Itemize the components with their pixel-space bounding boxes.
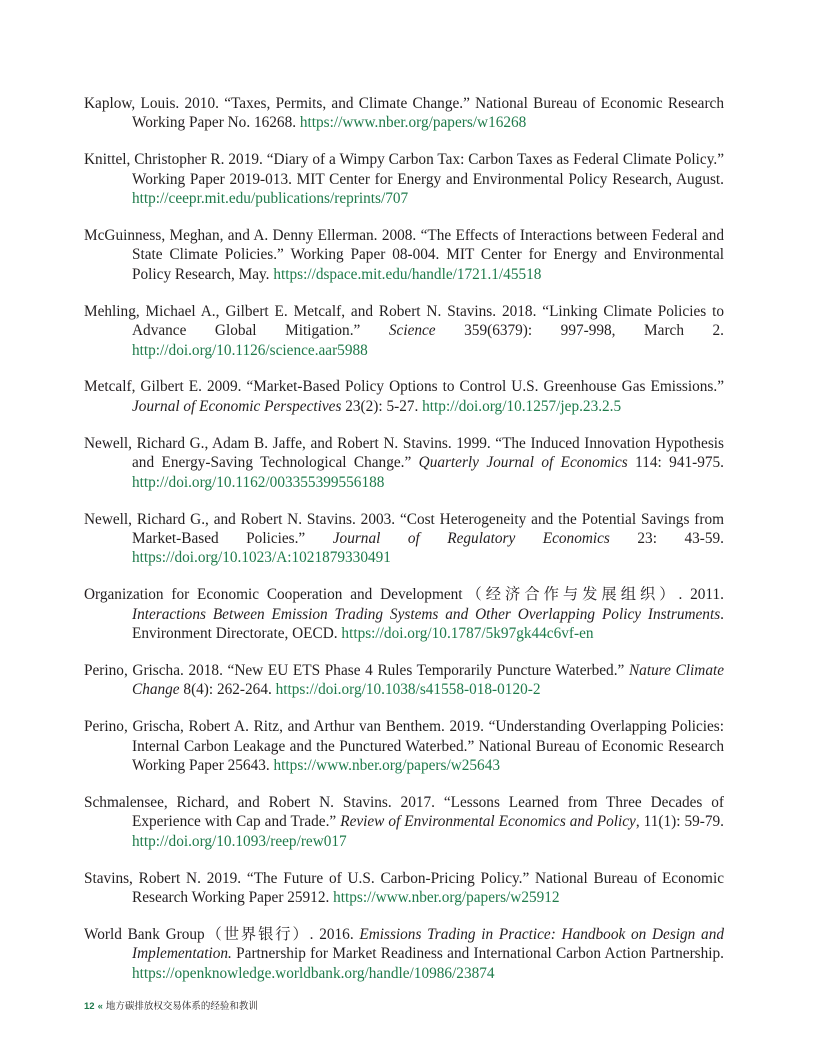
reference-italic-title: Journal of Economic Perspectives	[132, 397, 342, 415]
reference-entry	[84, 226, 724, 284]
reference-text: World Bank Group（世界银行）. 2016.	[84, 926, 360, 943]
reference-link[interactable]: http://doi.org/10.1257/jep.23.2.5	[422, 397, 622, 415]
reference-text-tail: 23: 43-59.	[609, 529, 724, 547]
reference-entry	[84, 925, 724, 983]
reference-link[interactable]: https://www.nber.org/papers/w25643	[273, 757, 500, 775]
reference-italic-title: Review of Environmental Economics and Policy	[340, 813, 636, 831]
reference-text: Newell, Richard G., and Robert N. Stavins. 2003. “Cost Heterogeneity and the Potential Savings from Market-Based Policies.”	[84, 510, 724, 547]
reference-text-tail: 23(2): 5-27.	[341, 397, 423, 415]
reference-text-tail: . Environment Directorate, OECD.	[132, 605, 724, 643]
reference-entry	[84, 793, 724, 851]
reference-text: McGuinness, Meghan, and A. Denny Ellerman. 2008. “The Effects of Interactions between Federal and State Climate Policies.” Working Paper 08-004. MIT Center for Energy and Environmental Policy Research, May.	[84, 227, 724, 283]
reference-entry	[84, 585, 724, 643]
reference-link[interactable]: https://doi.org/10.1038/s41558-018-0120-2	[275, 681, 541, 699]
reference-text: Organization for Economic Cooperation and Development（经济合作与发展组织）. 2011.	[84, 586, 724, 604]
reference-text: Kaplow, Louis. 2010. “Taxes, Permits, and Climate Change.” National Bureau of Economic Research Working Paper No. 16268.	[84, 95, 724, 132]
reference-text: Perino, Grischa. 2018. “New EU ETS Phase 4 Rules Temporarily Puncture Waterbed.”	[84, 661, 629, 679]
reference-text-tail: 8(4): 262-264.	[179, 681, 276, 699]
reference-italic-title: Quarterly Journal of Economics	[418, 454, 628, 472]
reference-text: Knittel, Christopher R. 2019. “Diary of a Wimpy Carbon Tax: Carbon Taxes as Federal Climate Policy.” Working Paper 2019-013. MIT Center for Energy and Environmental Policy Research, August.	[84, 151, 724, 188]
running-title: 地方碳排放权交易体系的经验和教训	[105, 1001, 258, 1012]
reference-link[interactable]: https://doi.org/10.1023/A:1021879330491	[132, 549, 391, 567]
reference-text: Metcalf, Gilbert E. 2009. “Market-Based Policy Options to Control U.S. Greenhouse Gas Emissions.”	[84, 378, 724, 396]
reference-link[interactable]: https://openknowledge.worldbank.org/handle/10986/23874	[132, 964, 495, 982]
reference-text-tail: , 11(1): 59-79.	[635, 813, 724, 831]
reference-link[interactable]: https://doi.org/10.1787/5k97gk44c6vf-en	[341, 625, 594, 643]
reference-entry	[84, 377, 724, 416]
reference-entry	[84, 150, 724, 208]
reference-text: Schmalensee, Richard, and Robert N. Stavins. 2017. “Lessons Learned from Three Decades of Experience with Cap and Trade.”	[84, 793, 724, 831]
reference-link[interactable]: http://doi.org/10.1126/science.aar5988	[132, 341, 368, 359]
reference-link[interactable]: http://ceepr.mit.edu/publications/reprints/707	[132, 190, 409, 208]
reference-text: Newell, Richard G., Adam B. Jaffe, and Robert N. Stavins. 1999. “The Induced Innovation Hypothesis and Energy-Saving Technological Change.”	[84, 434, 724, 472]
reference-italic-title: Journal of Regulatory Economics	[332, 529, 610, 547]
reference-text-tail: 359(6379): 997-998, March 2.	[435, 322, 725, 340]
reference-text: Mehling, Michael A., Gilbert E. Metcalf, and Robert N. Stavins. 2018. “Linking Climate Policies to Advance Global Mitigation.”	[84, 302, 724, 340]
reference-italic-title: Nature Climate Change	[132, 661, 725, 699]
reference-italic-title: Interactions Between Emission Trading Systems and Other Overlapping Policy Instruments	[132, 605, 721, 623]
footer-separator: «	[97, 1001, 103, 1012]
page-number: 12	[84, 1001, 95, 1012]
reference-text: Perino, Grischa, Robert A. Ritz, and Arthur van Benthem. 2019. “Understanding Overlapping Policies: Internal Carbon Leakage and the Punctured Waterbed.” National Bureau of Economic Research Working Paper 25643.	[84, 718, 724, 775]
reference-link[interactable]: https://www.nber.org/papers/w25912	[333, 889, 560, 907]
reference-entry	[84, 510, 724, 568]
reference-entry	[84, 434, 724, 492]
reference-italic-title: Science	[388, 322, 436, 340]
reference-link[interactable]: http://doi.org/10.1093/reep/rew017	[132, 832, 347, 850]
reference-link[interactable]: https://dspace.mit.edu/handle/1721.1/45518	[273, 265, 542, 283]
reference-entry	[84, 94, 724, 133]
reference-text: Stavins, Robert N. 2019. “The Future of U.S. Carbon-Pricing Policy.” National Bureau of Economic Research Working Paper 25912.	[84, 869, 724, 907]
reference-text-tail: 114: 941-975.	[627, 454, 724, 472]
reference-entry	[84, 869, 724, 908]
reference-italic-title: Emissions Trading in Practice: Handbook on Design and Implementation.	[132, 926, 724, 963]
reference-entry	[84, 717, 724, 775]
reference-link[interactable]: http://doi.org/10.1162/003355399556188	[132, 473, 385, 491]
reference-entry	[84, 661, 724, 700]
reference-text-tail: Partnership for Market Readiness and International Carbon Action Partnership.	[231, 945, 724, 963]
reference-list	[84, 94, 724, 1001]
reference-link[interactable]: https://www.nber.org/papers/w16268	[299, 114, 527, 132]
reference-entry	[84, 302, 724, 360]
page-footer	[84, 998, 258, 1012]
